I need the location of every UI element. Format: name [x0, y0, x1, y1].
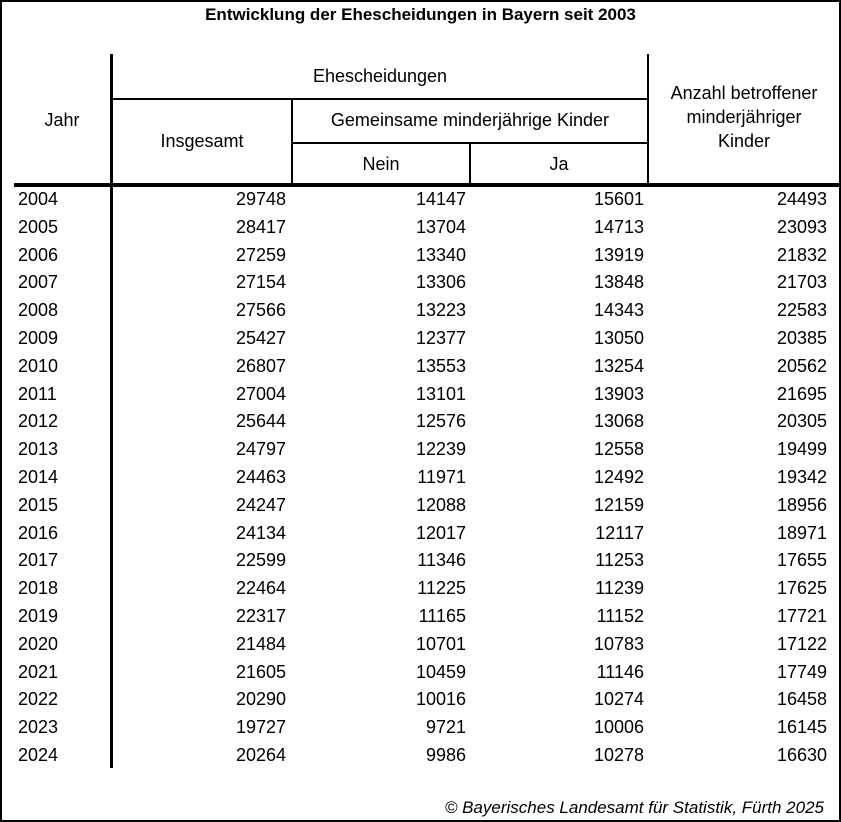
table-row	[2, 547, 839, 575]
cell-jahr: 2023	[18, 717, 59, 738]
header-ehescheidungen: Ehescheidungen	[312, 66, 448, 86]
cell-nein: 9986	[425, 744, 466, 765]
cell-nein: 13306	[415, 272, 466, 293]
data-table-body	[2, 186, 839, 770]
cell-anzahl: 17721	[776, 605, 827, 626]
cell-anzahl: 17122	[776, 633, 827, 654]
cell-insgesamt: 22464	[235, 578, 286, 599]
cell-insgesamt: 21605	[235, 661, 286, 682]
cell-insgesamt: 20290	[235, 689, 286, 710]
cell-insgesamt: 28417	[235, 216, 286, 237]
cell-insgesamt: 24134	[235, 522, 286, 543]
page-title: Entwicklung der Ehescheidungen in Bayern seit 2003	[205, 5, 636, 24]
cell-jahr: 2012	[18, 411, 59, 432]
cell-anzahl: 19342	[776, 466, 827, 487]
cell-anzahl: 17625	[776, 578, 827, 599]
table-row	[2, 742, 839, 770]
cell-nein: 11165	[418, 605, 466, 626]
cell-insgesamt: 20264	[235, 744, 286, 765]
cell-ja: 14713	[593, 216, 644, 237]
table-row	[2, 520, 839, 548]
cell-nein: 10016	[415, 689, 466, 710]
cell-insgesamt: 22317	[235, 605, 286, 626]
cell-jahr: 2014	[18, 466, 59, 487]
cell-nein: 13553	[415, 355, 466, 376]
cell-anzahl: 23093	[776, 216, 827, 237]
cell-ja: 11239	[595, 578, 644, 599]
cell-insgesamt: 19727	[235, 717, 286, 738]
copyright-footer: © Bayerisches Landesamt für Statistik, Fürth 2025	[444, 798, 824, 817]
cell-insgesamt: 24797	[235, 439, 286, 460]
table-row	[2, 492, 839, 520]
cell-anzahl: 20305	[776, 411, 827, 432]
cell-jahr: 2021	[18, 661, 59, 682]
cell-ja: 10278	[593, 744, 644, 765]
cell-ja: 15601	[593, 189, 644, 209]
table-row	[2, 603, 839, 631]
cell-ja: 13254	[593, 355, 644, 376]
table-row	[2, 408, 839, 436]
cell-ja: 12492	[593, 466, 644, 487]
table-row	[2, 325, 839, 353]
cell-jahr: 2007	[18, 272, 59, 293]
cell-jahr: 2022	[18, 689, 59, 710]
cell-jahr: 2020	[18, 633, 59, 654]
cell-ja: 13068	[593, 411, 644, 432]
cell-insgesamt: 24463	[235, 466, 286, 487]
cell-anzahl: 21832	[776, 244, 827, 265]
cell-ja: 10274	[593, 689, 644, 710]
cell-anzahl: 17749	[776, 661, 827, 682]
cell-anzahl: 20562	[776, 355, 827, 376]
cell-anzahl: 22583	[776, 300, 827, 321]
table-row	[2, 269, 839, 297]
cell-ja: 12159	[593, 494, 644, 515]
cell-ja: 13848	[593, 272, 644, 293]
cell-jahr: 2016	[18, 522, 59, 543]
cell-nein: 11346	[417, 550, 466, 571]
cell-ja: 11146	[596, 661, 644, 682]
cell-jahr: 2018	[18, 578, 59, 599]
table-row	[2, 714, 839, 742]
header-anzahl-line-1: Anzahl betroffener	[670, 83, 818, 103]
cell-nein: 12377	[415, 327, 466, 348]
table-row	[2, 242, 839, 270]
cell-nein: 11225	[417, 578, 466, 599]
cell-anzahl: 16458	[776, 689, 827, 710]
table-row	[2, 186, 839, 214]
cell-anzahl: 24493	[776, 189, 827, 209]
cell-insgesamt: 22599	[235, 550, 286, 571]
cell-insgesamt: 26807	[235, 355, 286, 376]
cell-jahr: 2009	[18, 327, 59, 348]
cell-nein: 12576	[415, 411, 466, 432]
cell-ja: 12558	[593, 439, 644, 460]
table-row	[2, 436, 839, 464]
cell-jahr: 2017	[18, 550, 59, 571]
table-row	[2, 631, 839, 659]
cell-insgesamt: 27566	[235, 300, 286, 321]
cell-ja: 13050	[593, 327, 644, 348]
cell-nein: 12239	[415, 439, 466, 460]
cell-insgesamt: 27154	[235, 272, 286, 293]
table-row	[2, 464, 839, 492]
table-row	[2, 575, 839, 603]
cell-insgesamt: 21484	[235, 633, 286, 654]
cell-nein: 12088	[415, 494, 466, 515]
cell-jahr: 2019	[18, 605, 59, 626]
cell-ja: 10783	[593, 633, 644, 654]
cell-jahr: 2005	[18, 216, 59, 237]
cell-ja: 13903	[593, 383, 644, 404]
cell-ja: 13919	[593, 244, 644, 265]
cell-jahr: 2010	[18, 355, 59, 376]
cell-nein: 13704	[415, 216, 466, 237]
table-row	[2, 214, 839, 242]
cell-anzahl: 19499	[776, 439, 827, 460]
cell-insgesamt: 29748	[235, 189, 286, 209]
cell-jahr: 2011	[18, 383, 57, 404]
header-gemeinsame-kinder: Gemeinsame minderjährige Kinder	[330, 110, 610, 130]
cell-ja: 14343	[593, 300, 644, 321]
cell-nein: 10459	[415, 661, 466, 682]
cell-insgesamt: 25644	[235, 411, 286, 432]
cell-ja: 10006	[593, 717, 644, 738]
cell-ja: 12117	[595, 522, 644, 543]
cell-anzahl: 16145	[776, 717, 827, 738]
cell-anzahl: 20385	[776, 327, 827, 348]
header-anzahl-line-2: minderjähriger	[686, 107, 802, 127]
cell-jahr: 2008	[18, 300, 59, 321]
cell-nein: 12017	[415, 522, 466, 543]
cell-nein: 13101	[415, 383, 466, 404]
cell-jahr: 2004	[18, 189, 59, 209]
cell-nein: 14147	[415, 189, 466, 209]
cell-nein: 9721	[425, 717, 466, 738]
cell-nein: 13340	[415, 244, 466, 265]
header-jahr: Jahr	[44, 110, 80, 130]
cell-anzahl: 16630	[776, 744, 827, 765]
table-row	[2, 381, 839, 409]
cell-nein: 11971	[417, 466, 466, 487]
header-ja: Ja	[549, 154, 569, 174]
cell-insgesamt: 27004	[235, 383, 286, 404]
cell-jahr: 2015	[18, 494, 59, 515]
header-nein: Nein	[362, 154, 400, 174]
table-row	[2, 353, 839, 381]
cell-nein: 10701	[415, 633, 466, 654]
cell-anzahl: 18956	[776, 494, 827, 515]
cell-ja: 11253	[595, 550, 644, 571]
table-row	[2, 659, 839, 687]
cell-jahr: 2024	[18, 744, 59, 765]
cell-insgesamt: 27259	[235, 244, 286, 265]
cell-anzahl: 21703	[776, 272, 827, 293]
table-row	[2, 297, 839, 325]
cell-anzahl: 17655	[776, 550, 827, 571]
header-anzahl-line-3: Kinder	[717, 131, 771, 151]
cell-insgesamt: 25427	[235, 327, 286, 348]
cell-anzahl: 21695	[776, 383, 827, 404]
cell-anzahl: 18971	[776, 522, 827, 543]
cell-nein: 13223	[415, 300, 466, 321]
cell-jahr: 2013	[18, 439, 59, 460]
cell-insgesamt: 24247	[235, 494, 286, 515]
cell-jahr: 2006	[18, 244, 59, 265]
header-insgesamt: Insgesamt	[160, 131, 244, 151]
cell-ja: 11152	[596, 605, 644, 626]
table-row	[2, 686, 839, 714]
header-anzahl-betroffener-kinder	[649, 81, 839, 153]
header-divider-ehescheidungen	[112, 98, 648, 100]
